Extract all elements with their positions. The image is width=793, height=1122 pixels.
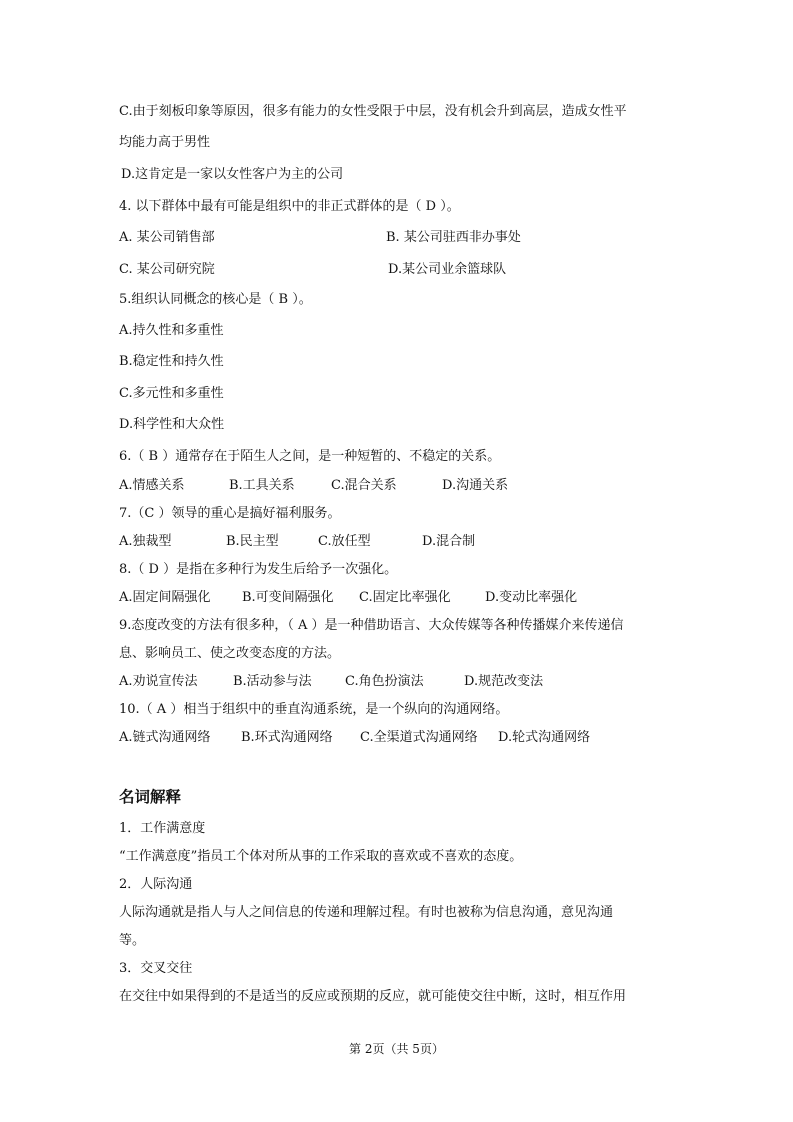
q9-option-c: C.角色扮演法	[345, 674, 424, 689]
q7-option-b: B.民主型	[226, 534, 279, 549]
q7-option-c: C.放任型	[318, 534, 371, 549]
term-3-title: 3．交叉交往	[119, 961, 193, 976]
section-heading: 名词解释	[119, 788, 182, 806]
q10-option-a: A.链式沟通网络	[119, 730, 211, 745]
q10-option-d: D.轮式沟通网络	[498, 730, 591, 745]
q9-option-d: D.规范改变法	[464, 674, 544, 689]
q8-options	[119, 589, 577, 607]
term-2-definition-line1: 人际沟通就是指人与人之间信息的传递和理解过程。有时也被称为信息沟通，意见沟通	[119, 905, 614, 920]
q10-option-b: B.环式沟通网络	[241, 730, 333, 745]
q6-stem: 6.（ B ）通常存在于陌生人之间，是一种短暂的、不稳定的关系。	[119, 449, 501, 464]
q7-option-d: D.混合制	[422, 534, 476, 549]
q8-option-a: A.固定间隔强化	[119, 590, 211, 605]
q6-option-b: B.工具关系	[229, 478, 295, 493]
q10-options	[119, 729, 590, 747]
q5-option-b: B.稳定性和持久性	[119, 354, 224, 369]
q4-option-d: D.某公司业余篮球队	[388, 262, 507, 277]
q5-option-a: A.持久性和多重性	[119, 323, 224, 338]
term-1-title: 1．工作满意度	[119, 821, 206, 836]
q3-option-d: D.这肯定是一家以女性客户为主的公司	[121, 167, 344, 182]
term-2-definition-line2: 等。	[119, 933, 146, 948]
q4-option-b: B. 某公司驻西非办事处	[386, 230, 521, 245]
q9-stem-line1: 9.态度改变的方法有很多种，（ A ）是一种借助语言、大众传媒等各种传播媒介来传递信	[119, 618, 624, 633]
q6-option-c: C.混合关系	[331, 478, 397, 493]
q8-stem: 8.（ D ）是指在多种行为发生后给予一次强化。	[119, 562, 398, 577]
term-1-definition: “工作满意度”指员工个体对所从事的工作采取的喜欢或不喜欢的态度。	[119, 849, 523, 864]
q9-option-b: B.活动参与法	[233, 674, 312, 689]
q9-option-a: A.劝说宣传法	[119, 674, 198, 689]
q6-options	[119, 477, 508, 495]
q6-option-d: D.沟通关系	[442, 478, 509, 493]
q10-stem: 10.（ A ）相当于组织中的垂直沟通系统，是一个纵向的沟通网络。	[119, 702, 509, 717]
q4-option-c: C. 某公司研究院	[119, 262, 215, 277]
q9-options	[119, 673, 543, 691]
q8-option-c: C.固定比率强化	[359, 590, 451, 605]
q7-stem: 7.（C ）领导的重心是搞好福利服务。	[119, 506, 341, 521]
q3-option-c-line2: 均能力高于男性	[119, 135, 211, 150]
q5-option-c: C.多元性和多重性	[119, 386, 224, 401]
q10-option-c: C.全渠道式沟通网络	[360, 730, 478, 745]
term-2-title: 2．人际沟通	[119, 877, 193, 892]
q8-option-b: B.可变间隔强化	[242, 590, 334, 605]
q4-stem: 4. 以下群体中最有可能是组织中的非正式群体的是（ D ）。	[119, 199, 460, 214]
q5-stem: 5.组织认同概念的核心是（ B ）。	[119, 292, 312, 307]
q3-option-c-line1: C.由于刻板印象等原因，很多有能力的女性受限于中层，没有机会升到高层，造成女性平	[119, 104, 627, 119]
q5-option-d: D.科学性和大众性	[119, 417, 225, 432]
q6-option-a: A.情感关系	[119, 478, 185, 493]
page-footer: 第 2页（共 5页）	[349, 1042, 444, 1056]
q7-option-a: A.独裁型	[119, 534, 172, 549]
q8-option-d: D.变动比率强化	[485, 590, 578, 605]
term-3-definition-line1: 在交往中如果得到的不是适当的反应或预期的反应，就可能使交往中断，这时，相互作用	[119, 989, 627, 1004]
q7-options	[119, 533, 475, 551]
q4-option-a: A. 某公司销售部	[119, 230, 215, 245]
q9-stem-line2: 息、影响员工、使之改变态度的方法。	[119, 646, 341, 661]
